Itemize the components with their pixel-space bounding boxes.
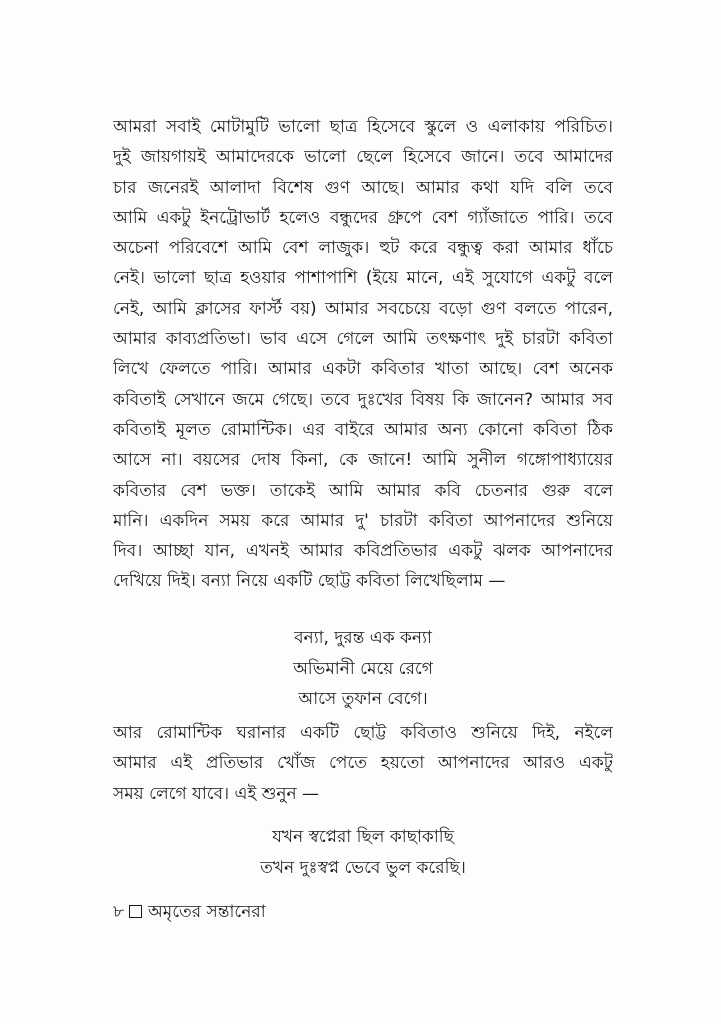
- text-line: দুই জায়গায়ই আমাদেরকে ভালো ছেলে হিসেবে জানে। তবে আমাদের: [113, 147, 613, 168]
- paragraph-1: [113, 112, 613, 597]
- text-line: সময় লেগে যাবে। এই শুনুন —: [113, 783, 320, 804]
- text-line: মানি। একদিন সময় করে আমার দু' চারটা কবিতা আপনাদের শুনিয়ে: [113, 510, 613, 531]
- text-line: লিখে ফেলতে পারি। আমার একটা কবিতার খাতা আছে। বেশ অনেক: [113, 359, 613, 380]
- text-line: আমার কাব্যপ্রতিভা। ভাব এসে গেলে আমি তৎক্ষণাৎ দুই চারটা কবিতা: [113, 329, 613, 350]
- text-line: কবিতাই মূলত রোমান্টিক। এর বাইরে আমার অন্য কোনো কবিতা ঠিক: [113, 419, 613, 440]
- text-line: চার জনেরই আলাদা বিশেষ গুণ আছে। আমার কথা যদি বলি তবে: [113, 177, 613, 198]
- text-line: আমার এই প্রতিভার খোঁজ পেতে হয়তো আপনাদের আরও একটু: [113, 753, 613, 774]
- square-separator-icon: [129, 905, 142, 918]
- poem-line: যখন স্বপ্নেরা ছিল কাছাকাছি: [272, 827, 454, 847]
- text-line: কবিতাই সেখানে জমে গেছে। তবে দুঃখের বিষয় কি জানেন? আমার সব: [113, 389, 613, 410]
- poem-line: তখন দুঃস্বপ্ন ভেবে ভুল করেছি।: [260, 857, 466, 878]
- text-line: আমি একটু ইনট্রোভার্ট হলেও বন্ধুদের গ্রুপে বেশ গ্যাঁজাতে পারি। তবে: [113, 207, 613, 228]
- poem-1: [113, 623, 613, 715]
- poem-line: বন্যা, দুরন্ত এক কন্যা: [294, 628, 432, 648]
- paragraph-2: [113, 718, 613, 809]
- text-line: আসে না। বয়সের দোষ কিনা, কে জানে! আমি সুনীল গঙ্গোপাধ্যায়ের: [113, 450, 613, 471]
- text-line: আমরা সবাই মোটামুটি ভালো ছাত্র হিসেবে স্কুলে ও এলাকায় পরিচিত।: [113, 117, 613, 137]
- poem-2: [113, 822, 613, 883]
- book-title: অমৃতের সন্তানেরা: [148, 902, 266, 922]
- text-line: দিব। আচ্ছা যান, এখনই আমার কবিপ্রতিভার একটু ঝলক আপনাদের: [113, 541, 613, 562]
- poem-line: আসে তুফান বেগে।: [298, 689, 428, 709]
- text-line: অচেনা পরিবেশে আমি বেশ লাজুক। হুট করে বন্ধুত্ব করা আমার ধাঁচে: [113, 238, 613, 259]
- text-line: দেখিয়ে দিই। বন্যা নিয়ে একটি ছোট্ট কবিতা লিখেছিলাম —: [113, 571, 506, 592]
- text-line: আর রোমান্টিক ঘরানার একটি ছোট্ট কবিতাও শুনিয়ে দিই, নইলে: [113, 723, 613, 743]
- page-footer: [113, 899, 266, 925]
- text-line: নেই, আমি ক্লাসের ফার্স্ট বয়) আমার সবচেয়ে বড়ো গুণ বলতে পারেন,: [113, 298, 613, 319]
- page-number: ৮: [113, 902, 125, 922]
- text-line: নেই। ভালো ছাত্র হওয়ার পাশাপাশি (ইয়ে মানে, এই সুযোগে একটু বলে: [113, 268, 613, 289]
- text-line: কবিতার বেশ ভক্ত। তাকেই আমি আমার কবি চেতনার গুরু বলে: [113, 480, 613, 501]
- poem-line: অভিমানী মেয়ে রেগে: [293, 658, 433, 679]
